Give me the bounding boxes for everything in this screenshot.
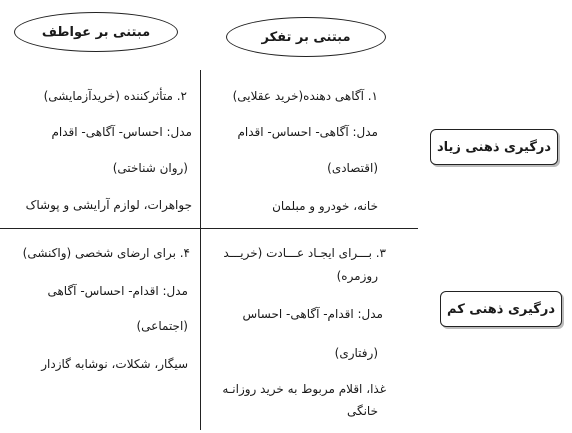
q1-examples: خانه، خودرو و مبلمان [272, 199, 378, 213]
q1-model: مدل: آگاهی- احساس- اقدام [237, 125, 378, 139]
q3-examples-line2: خانگی [346, 404, 378, 418]
q2-type: (روان شناختی) [112, 161, 188, 175]
q4-title: ۴. برای ارضای شخصی (واکنشی) [22, 246, 190, 260]
horizontal-divider [0, 228, 418, 229]
q1-type: (اقتصادی) [327, 161, 378, 175]
q1-title: ۱. آگاهی دهنده(خرید عقلایی) [232, 89, 378, 103]
q3-title-line2: روزمره) [336, 269, 378, 283]
vertical-divider [200, 70, 201, 430]
q3-title-line1: ۳. بـــرای ایجـاد عـــادت (خریـــد [223, 246, 386, 260]
q4-type: (اجتماعی) [136, 319, 188, 333]
q3-examples-line1: غذا، اقلام مربوط به خرید روزانـه [222, 382, 386, 396]
q3-type: (رفتاری) [334, 346, 378, 360]
header-rational: مبتنی بر تفکر [226, 17, 386, 57]
header-emotional: مبتنی بر عواطف [14, 12, 178, 52]
q4-examples: سیگار، شکلات، نوشابه گازدار [41, 357, 188, 371]
row-label-low-involvement: درگیری ذهنی کم [440, 291, 562, 327]
q2-examples: جواهرات، لوازم آرایشی و پوشاک [25, 198, 192, 212]
q4-model: مدل: اقدام- احساس- آگاهی [47, 284, 188, 298]
row-label-high-involvement: درگیری ذهنی زیاد [430, 129, 558, 165]
q3-model: مدل: اقدام- آگاهی- احساس [242, 307, 383, 321]
q2-model: مدل: احساس- آگاهی- اقدام [51, 125, 192, 139]
q2-title: ۲. متأثرکننده (خریدآزمایشی) [43, 89, 187, 103]
